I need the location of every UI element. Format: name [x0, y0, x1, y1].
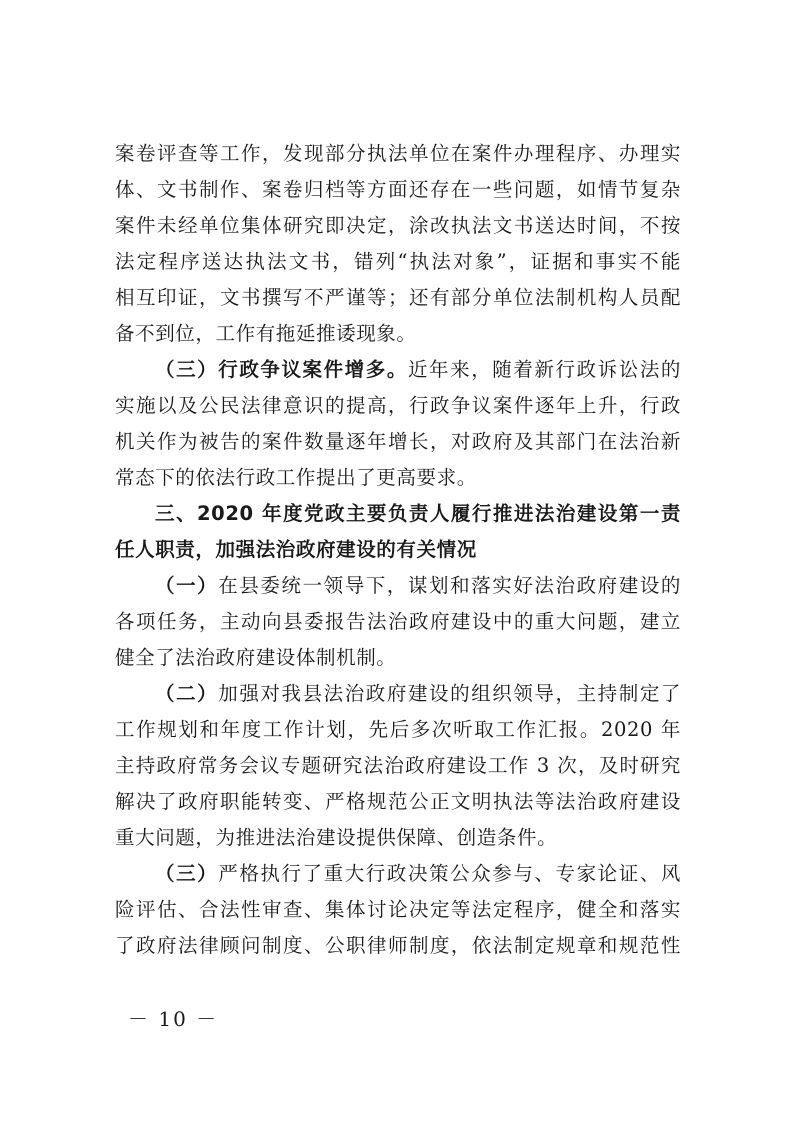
- text-line: [115, 676, 681, 712]
- text-line: 法定程序送达执法文书，错列“执法对象”，证据和事实不能: [115, 250, 681, 273]
- paragraph-item-3: [115, 856, 681, 964]
- heading-line: 三、2020 年度党政主要负责人履行推进法治建设第一责: [155, 502, 681, 525]
- paragraph-item-1: [115, 568, 681, 676]
- text-line: [115, 568, 681, 604]
- text-line: 案件未经单位集体研究即决定，涂改执法文书送达时间，不按: [115, 214, 681, 237]
- body-text: [115, 136, 681, 964]
- paragraph-continuation: [115, 136, 681, 352]
- text-line: [115, 352, 681, 388]
- text-segment: 严格执行了重大行政决策公众参与、专家论证、风: [218, 862, 681, 885]
- text-line: 健全了法治政府建设体制机制。: [115, 646, 397, 669]
- section-heading: [115, 496, 681, 568]
- text-line: 实施以及公民法律意识的提高，行政争议案件逐年上升，行政: [115, 394, 681, 417]
- text-line: 重大问题，为推进法治建设提供保障、创造条件。: [115, 826, 558, 849]
- text-line: 机关作为被告的案件数量逐年增长，对政府及其部门在法治新: [115, 430, 681, 453]
- text-line: 相互印证，文书撰写不严谨等；还有部分单位法制机构人员配: [115, 286, 681, 309]
- text-segment: 在县委统一领导下，谋划和落实好法治政府建设的: [218, 574, 681, 597]
- text-line: 体、文书制作、案卷归档等方面还存在一些问题，如情节复杂: [115, 178, 681, 201]
- page-number: － 10 －: [128, 1007, 219, 1031]
- text-segment: 加强对我县法治政府建设的组织领导，主持制定了: [218, 682, 681, 705]
- paragraph-disputes: [115, 352, 681, 496]
- text-line: 常态下的依法行政工作提出了更高要求。: [115, 466, 477, 489]
- paragraph-lead: （二）: [155, 682, 219, 705]
- text-line: 了政府法律顾问制度、公职律师制度，依法制定规章和规范性: [115, 934, 681, 957]
- paragraph-item-2: [115, 676, 681, 856]
- text-line: 主持政府常务会议专题研究法治政府建设工作 3 次，及时研究: [115, 754, 681, 777]
- heading-line: 任人职责，加强法治政府建设的有关情况: [115, 538, 477, 561]
- text-line: [115, 856, 681, 892]
- text-line: 备不到位，工作有拖延推诿现象。: [115, 322, 417, 345]
- text-line: 案卷评查等工作，发现部分执法单位在案件办理程序、办理实: [115, 142, 681, 165]
- paragraph-lead: （三）行政争议案件增多。: [155, 358, 408, 381]
- paragraph-lead: （一）: [155, 574, 219, 597]
- text-line: 险评估、合法性审查、集体讨论决定等法定程序，健全和落实: [115, 898, 681, 921]
- text-segment: 近年来，随着新行政诉讼法的: [407, 358, 681, 381]
- text-line: 各项任务，主动向县委报告法治政府建设中的重大问题，建立: [115, 610, 681, 633]
- text-line: 工作规划和年度工作计划，先后多次听取工作汇报。2020 年: [115, 718, 681, 741]
- text-line: 解决了政府职能转变、严格规范公正文明执法等法治政府建设: [115, 790, 681, 813]
- paragraph-lead: （三）: [155, 862, 219, 885]
